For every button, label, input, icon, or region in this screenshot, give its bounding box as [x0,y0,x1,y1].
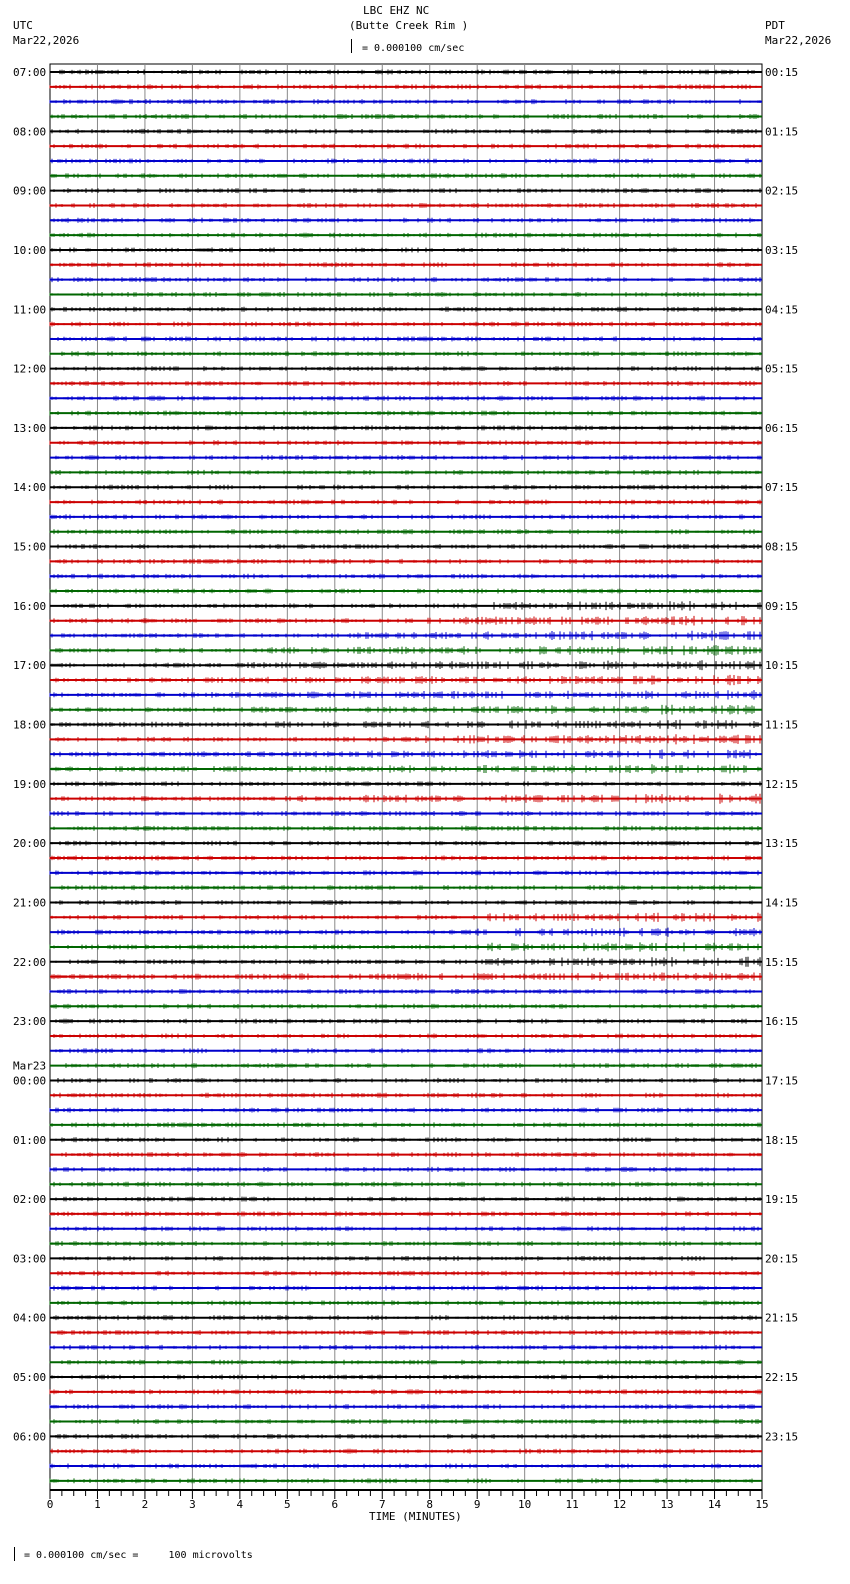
utc-hour-label: 23:00 [13,1015,47,1029]
pdt-hour-label: 16:15 [765,1015,799,1029]
utc-hour-label: 15:00 [13,540,47,554]
pdt-hour-label: 12:15 [765,777,799,791]
pdt-hour-label: 18:15 [765,1133,799,1147]
x-tick-label: 10 [518,1498,532,1511]
x-tick-label: 6 [331,1498,339,1511]
left-timezone: UTC [13,19,33,32]
x-tick-label: 7 [378,1498,386,1511]
pdt-hour-label: 04:15 [765,303,799,317]
utc-hour-label: 17:00 [13,659,47,673]
pdt-hour-label: 19:15 [765,1193,799,1207]
date-change-label: Mar23 [13,1059,47,1073]
x-tick-label: 15 [755,1498,769,1511]
station-location: (Butte Creek Rim ) [349,19,469,32]
pdt-hour-label: 23:15 [765,1430,799,1444]
utc-hour-label: 12:00 [13,362,47,376]
plot-frame [50,64,762,1490]
pdt-hour-label: 20:15 [765,1252,799,1266]
x-axis-label: TIME (MINUTES) [369,1510,462,1523]
pdt-hour-label: 03:15 [765,243,799,257]
utc-hour-label: 16:00 [13,599,47,613]
x-tick-label: 8 [426,1498,434,1511]
x-tick-label: 1 [94,1498,101,1511]
utc-hour-label: 01:00 [13,1133,47,1147]
pdt-hour-label: 07:15 [765,481,799,495]
utc-hour-label: 20:00 [13,837,47,851]
trace-noise [56,455,760,460]
right-timezone: PDT [765,19,785,32]
right-date: Mar22,2026 [765,34,832,47]
left-date: Mar22,2026 [13,34,80,47]
x-tick-label: 4 [236,1498,244,1511]
pdt-hour-label: 02:15 [765,184,799,198]
pdt-hour-label: 05:15 [765,362,799,376]
x-tick-label: 11 [565,1498,579,1511]
utc-hour-label: 03:00 [13,1252,47,1266]
x-tick-label: 5 [284,1498,291,1511]
pdt-hour-label: 09:15 [765,599,799,613]
utc-hour-label: 09:00 [13,184,47,198]
x-tick-label: 3 [189,1498,196,1511]
pdt-hour-label: 10:15 [765,659,799,673]
x-tick-label: 2 [141,1498,149,1511]
pdt-hour-label: 17:15 [765,1074,799,1088]
station-title: LBC EHZ NC [363,4,430,17]
pdt-hour-label: 06:15 [765,421,799,435]
utc-hour-label: 05:00 [13,1371,47,1385]
trace-noise [56,1048,760,1053]
utc-hour-label: 11:00 [13,303,47,317]
x-tick-label: 9 [473,1498,481,1511]
x-tick-label: 0 [46,1498,54,1511]
utc-hour-label: 13:00 [13,421,47,435]
utc-hour-label: 08:00 [13,125,47,139]
pdt-hour-label: 08:15 [765,540,799,554]
pdt-hour-label: 00:15 [765,66,799,79]
utc-hour-label: 00:00 [13,1074,47,1088]
x-tick-label: 12 [612,1498,627,1511]
scale-label: = 0.000100 cm/sec [362,43,465,54]
footer-scale-note: = 0.000100 cm/sec = 100 microvolts [24,1550,253,1561]
utc-hour-label: 10:00 [13,243,47,257]
trace-noise [52,470,760,475]
x-tick-label: 14 [707,1498,722,1511]
utc-hour-label: 14:00 [13,481,47,495]
x-tick-label: 13 [660,1498,674,1511]
pdt-hour-label: 13:15 [765,837,799,851]
utc-hour-label: 18:00 [13,718,47,732]
utc-hour-label: 04:00 [13,1311,47,1325]
trace-noise [50,396,754,401]
pdt-hour-label: 11:15 [765,718,799,732]
pdt-hour-label: 15:15 [765,955,799,969]
pdt-hour-label: 21:15 [765,1311,799,1325]
pdt-hour-label: 14:15 [765,896,799,910]
utc-hour-label: 21:00 [13,896,47,910]
utc-hour-label: 19:00 [13,777,47,791]
pdt-hour-label: 01:15 [765,125,799,139]
utc-hour-label: 07:00 [13,66,47,79]
pdt-hour-label: 22:15 [765,1371,799,1385]
utc-hour-label: 06:00 [13,1430,47,1444]
utc-hour-label: 02:00 [13,1193,47,1207]
utc-hour-label: 22:00 [13,955,47,969]
